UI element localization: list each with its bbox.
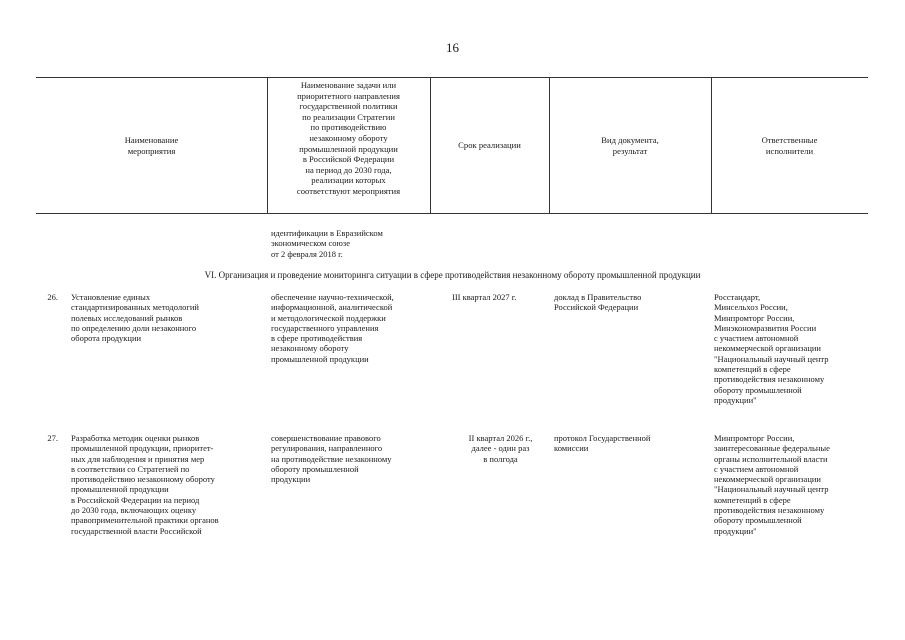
section-title: VI. Организация и проведение мониторинга ситуации в сфере противодействия незаконному обороту промышленной продукции (204, 270, 701, 280)
header-activity: Наименование мероприятия (124, 135, 179, 156)
row-26-number: 26. (47, 292, 58, 302)
row-26-document: доклад в Правительство Российской Федерации (554, 292, 642, 313)
header-term: Срок реализации (458, 140, 521, 150)
row-26-activity: Установление единых стандартизированных методологий полевых исследований рынков по определению доли незаконного оборота продукции (71, 292, 199, 344)
row-26-term: III квартал 2027 г. (452, 292, 517, 302)
row-27-activity: Разработка методик оценки рынков промышленной продукции, приоритет- ных для наблюдения и принятия мер в соответствии со Стратегией по противодействию незаконному обороту промышленной продукции в Российской Федерации на период до 2030 года, включающих оценку правоприменительной практики органов государственной власти Российской (71, 433, 219, 536)
row-27-document: протокол Государственной комиссии (554, 433, 651, 454)
header-top-rule (36, 77, 868, 78)
row-27-term: II квартал 2026 г., далее - один раз в полгода (468, 433, 533, 464)
header-bottom-rule (36, 213, 868, 214)
header-executors: Ответственные исполнители (761, 135, 818, 156)
row-26-executors: Росстандарт, Минсельхоз России, Минпромторг России, Минэкономразвития России с участием автономной некоммерческой организации "Национальный научный центр компетенций в сфере противодействия незаконному обороту промышленной продукции" (714, 292, 829, 405)
row-27-task: совершенствование правового регулирования, направленного на противодействие незаконному обороту промышленной продукции (271, 433, 392, 485)
row-27-number: 27. (47, 433, 58, 443)
page-number: 16 (446, 40, 459, 55)
row-27-executors: Минпромторг России, заинтересованные федеральные органы исполнительной власти с участием автономной некоммерческой организации "Национальный научный центр компетенций в сфере противодействия незаконному обороту промышленной продукции" (714, 433, 830, 536)
header-task: Наименование задачи или приоритетного направления государственной политики по реализации Стратегии по противодействию незаконному обороту промышленной продукции в Российской Федерации на период до 2030 года, реализации которых соответствуют мероприятия (296, 80, 401, 196)
continuation-text: идентификации в Евразийском экономическом союзе от 2 февраля 2018 г. (271, 228, 383, 259)
row-26-task: обеспечение научно-технической, информационной, аналитической и методологической поддержки государственного управления в сфере противодействия незаконному обороту промышленной продукции (271, 292, 394, 364)
header-document: Вид документа, результат (601, 135, 659, 156)
